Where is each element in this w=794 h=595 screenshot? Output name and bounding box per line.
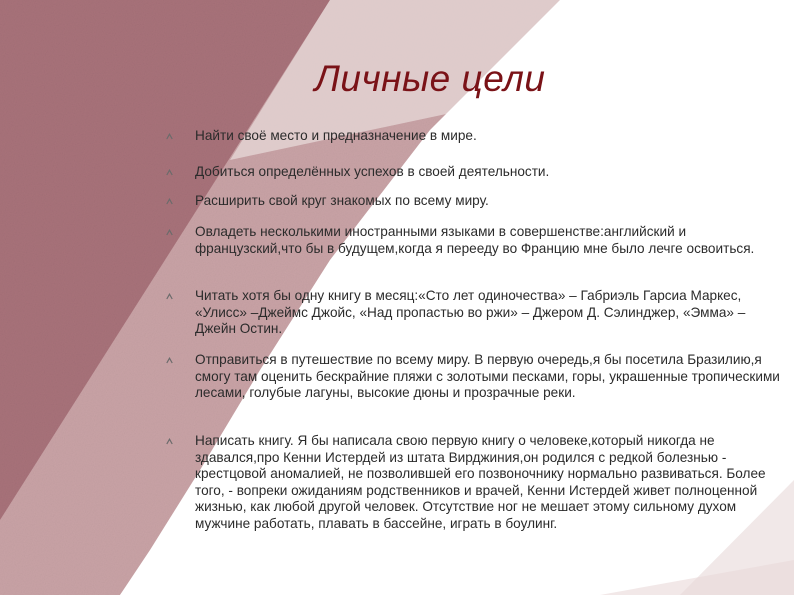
list-item-text: Расширить свой круг знакомых по всему миру. [195,193,489,208]
chevron-up-icon [166,357,173,364]
list-item-text: Найти своё место и предназначение в мире. [195,128,477,143]
chevron-up-icon [166,133,173,140]
list-item-text: Добиться определённых успехов в своей деятельности. [195,164,550,179]
list-item [162,352,782,402]
list-item-text: Написать книгу. Я бы написала свою первую книгу о человеке,который никогда не здавался,про Кенни Истердей из штата Вирджиния,он родился с редкой болезнью - крестцовой аномалией, не позволившей его позвоночнику нормально развиваться. Более того, - вопреки ожиданиям родственников и врачей, Кенни Истердей живет полноценной жизнью, как любой другой человек. Отсутствие ног не мешает этому сильному духом мужчине работать, плавать в бассейне, играть в боулинг. [195,433,766,531]
list-item [162,128,782,145]
chevron-up-icon [166,438,173,445]
chevron-up-icon [166,169,173,176]
list-item-text: Овладеть несколькими иностранными языками в совершенстве:английский и французский,что бы в будущем,когда я перееду во Францию мне было лечге освоиться. [195,224,755,256]
list-item [162,164,782,181]
chevron-up-icon [166,198,173,205]
chevron-up-icon [166,293,173,300]
list-item-text: Читать хотя бы одну книгу в месяц:«Сто лет одиночества» – Габриэль Гарсиа Маркес, «Улисс» –Джеймс Джойс, «Над пропастью во ржи» – Джером Д. Сэлинджер, «Эмма» – Джейн Остин. [195,288,746,336]
list-item-text: Отправиться в путешествие по всему миру. В первую очередь,я бы посетила Бразилию,я смогу там оценить бескрайние пляжи с золотыми песками, горы, украшенные тропическими лесами, голубые лагуны, высокие дюны и прозрачные реки. [195,352,780,400]
chevron-up-icon [166,229,173,236]
slide-title: Личные цели [314,58,546,99]
list-item [162,433,782,532]
list-item [162,193,782,210]
list-item [162,224,782,257]
list-item [162,288,782,338]
